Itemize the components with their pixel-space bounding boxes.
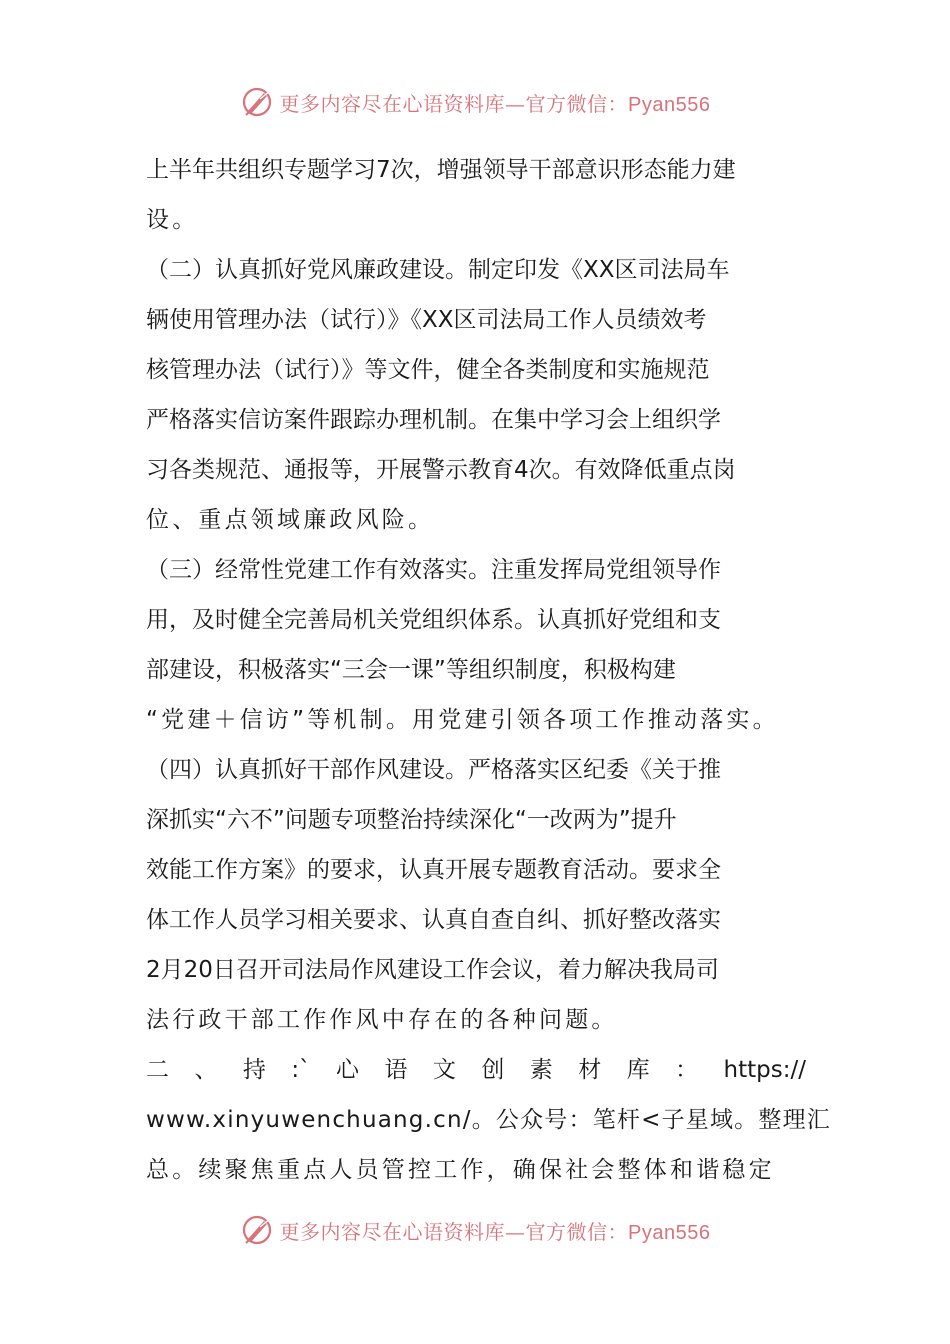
text-line: 习各类规范、通报等，开展警示教育4次。有效降低重点岗 xyxy=(146,457,736,483)
text-line: 辆使用管理办法（试行）》《XX区司法局工作人员绩效考 xyxy=(146,307,707,333)
text-segment: 心 xyxy=(336,1057,359,1083)
text-line: （三）经常性党建工作有效落实。注重发挥局党组领导作 xyxy=(146,557,721,583)
text-segment: 语 xyxy=(384,1057,408,1083)
header-watermark xyxy=(0,82,950,122)
text-segment: 材 xyxy=(578,1057,602,1083)
watermark-text: 更多内容尽在心语资料库—官方微信：Pyan556 xyxy=(279,1219,711,1244)
text-line: 核管理办法（试行）》等文件，健全各类制度和实施规范 xyxy=(146,357,710,383)
text-line: 总。续聚焦重点人员管控工作，确保社会整体和谐稳定 xyxy=(146,1157,775,1183)
url-link[interactable]: https:// xyxy=(723,1057,806,1083)
watermark-text: 更多内容尽在心语资料库—官方微信：Pyan556 xyxy=(279,91,711,116)
text-line: （四）认真抓好干部作风建设。严格落实区纪委《关于推 xyxy=(146,757,721,783)
text-line: 部建设，积极落实“三会一课”等组织制度，积极构建 xyxy=(146,657,676,683)
text-segment: ： xyxy=(675,1057,699,1083)
text-line: （二）认真抓好党风廉政建设。制定印发《XX区司法局车 xyxy=(146,257,730,283)
text-segment: 文 xyxy=(432,1057,456,1083)
text-line: 上半年共组织专题学习7次，增强领导干部意识形态能力建 xyxy=(146,157,736,183)
text-line: 严格落实信访案件跟踪办理机制。在集中学习会上组织学 xyxy=(146,407,721,433)
footer-watermark xyxy=(0,1210,950,1250)
text-line: 效能工作方案》的要求，认真开展专题教育活动。要求全 xyxy=(146,857,721,883)
text-segment: 持 xyxy=(242,1057,266,1083)
text-segment: 库 xyxy=(626,1057,650,1083)
text-line: “党建＋信访”等机制。用党建引领各项工作推动落实。 xyxy=(146,707,779,733)
text-line: 用，及时健全完善局机关党组织体系。认真抓好党组和支 xyxy=(146,607,721,633)
text-line: 设。 xyxy=(146,207,199,233)
spread-text-line xyxy=(146,1045,806,1095)
text-segment: 素 xyxy=(529,1057,553,1083)
text-line: 法行政干部工作作风中存在的各种问题。 xyxy=(146,1007,618,1033)
quill-logo-icon xyxy=(240,1213,274,1247)
text-segment: 创 xyxy=(481,1057,505,1083)
text-line: www.xinyuwenchuang.cn/。公众号：笔杆<子星域。整理汇 xyxy=(146,1107,831,1133)
text-line: 2月20日召开司法局作风建设工作会议，着力解决我局司 xyxy=(146,957,719,983)
document-body xyxy=(146,145,831,1195)
quill-logo-icon xyxy=(240,85,274,119)
text-segment: 二 xyxy=(146,1057,169,1083)
text-segment: :` xyxy=(291,1057,311,1083)
text-line: 位、重点领域廉政风险。 xyxy=(146,507,435,533)
text-line: 深抓实“六不”问题专项整治持续深化“一改两为”提升 xyxy=(146,807,677,833)
text-line: 体工作人员学习相关要求、认真自查自纠、抓好整改落实 xyxy=(146,907,721,933)
text-segment: 、 xyxy=(194,1057,218,1083)
